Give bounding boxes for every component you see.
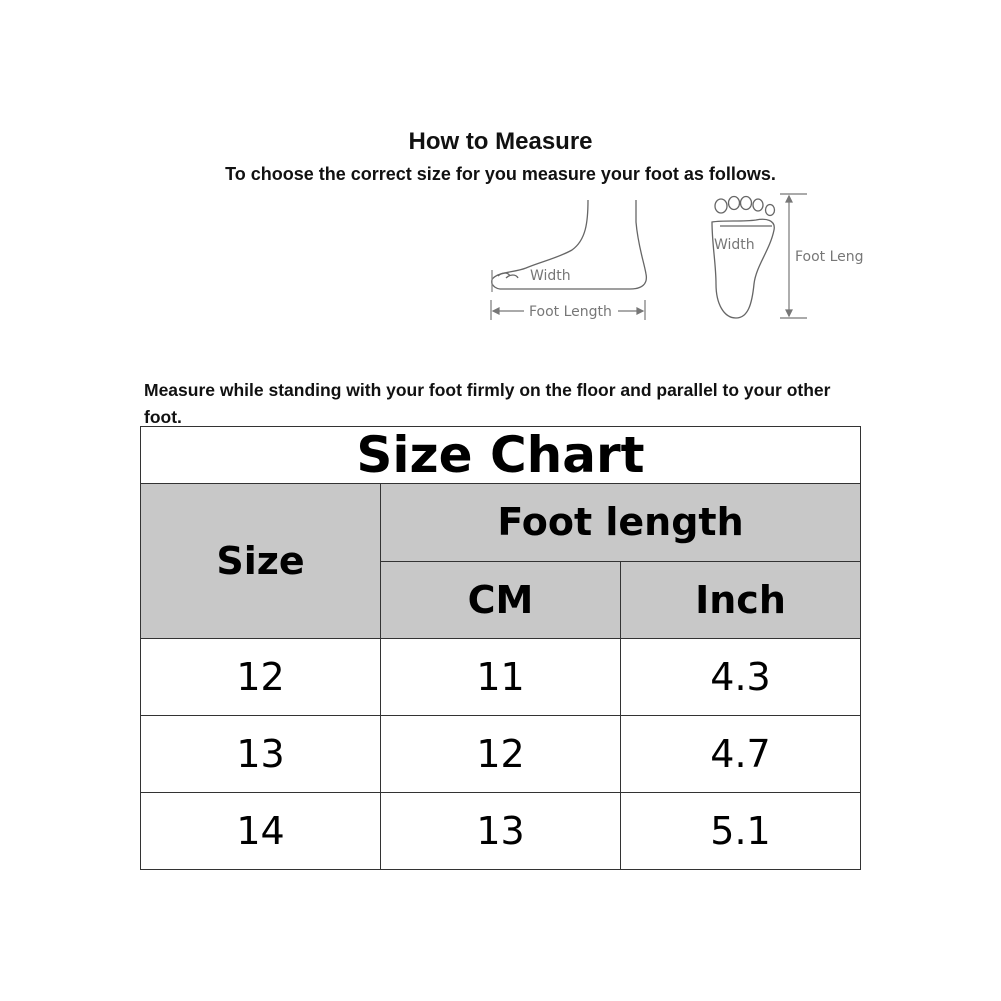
table-row xyxy=(141,639,861,716)
size-cell: 14 xyxy=(141,793,381,870)
size-cell: 12 xyxy=(141,639,381,716)
foot-measurement-diagram xyxy=(480,192,870,327)
inch-column-header: Inch xyxy=(621,561,861,639)
table-title-row xyxy=(141,427,861,484)
size-chart-title: Size Chart xyxy=(141,427,861,484)
how-to-measure-title: How to Measure xyxy=(408,128,593,155)
table-row xyxy=(141,793,861,870)
table-header-row xyxy=(141,484,861,562)
cm-cell: 13 xyxy=(381,793,621,870)
table-row xyxy=(141,716,861,793)
sole-length-label: Foot Leng xyxy=(795,249,864,265)
inch-cell: 4.7 xyxy=(621,716,861,793)
cm-column-header: CM xyxy=(381,561,621,639)
cm-cell: 12 xyxy=(381,716,621,793)
sole-width-label: Width xyxy=(714,237,755,253)
foot-length-group-header: Foot length xyxy=(381,484,861,562)
cm-cell: 11 xyxy=(381,639,621,716)
size-column-header: Size xyxy=(141,484,381,639)
measuring-instructions: Measure while standing with your foot firmly on the floor and parallel to your other foot. xyxy=(144,380,831,427)
side-length-label: Foot Length xyxy=(529,304,612,320)
foot-sole-view-icon xyxy=(712,197,775,319)
size-chart-table xyxy=(140,426,861,870)
size-cell: 13 xyxy=(141,716,381,793)
how-to-measure-subtitle: To choose the correct size for you measure your foot as follows. xyxy=(225,164,776,184)
inch-cell: 4.3 xyxy=(621,639,861,716)
side-width-label: Width xyxy=(530,268,571,284)
inch-cell: 5.1 xyxy=(621,793,861,870)
